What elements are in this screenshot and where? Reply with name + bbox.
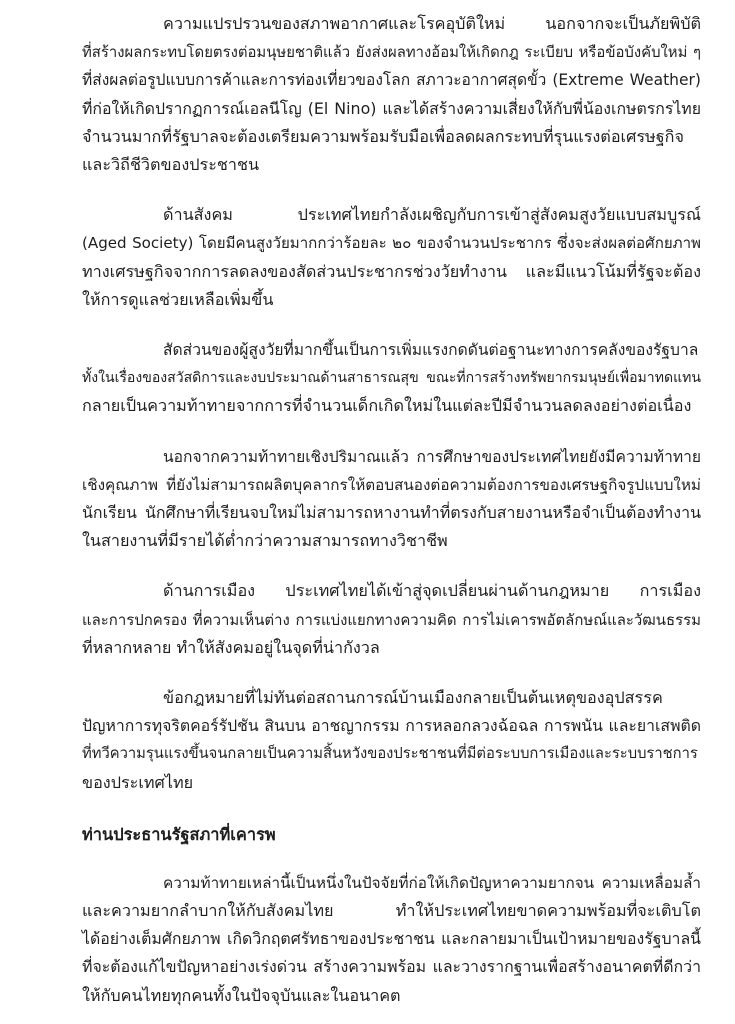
paragraph-line: และการปกครอง ที่ความเห็นต่าง การแบ่งแยกทางความคิด การไม่เคารพอัตลักษณ์และวัฒนธรรม (82, 610, 701, 629)
paragraph-line: นอกจากความท้าทายเชิงปริมาณแล้ว การศึกษาของประเทศไทยยังมีความท้าทาย (163, 447, 701, 466)
paragraph-line: และวิถีชีวิตของประชาชน (82, 155, 260, 175)
paragraph-line: ได้อย่างเต็มศักยภาพ เกิดวิกฤตศรัทธาของประชาชน และกลายมาเป็นเป้าหมายของรัฐบาลนี้ (82, 929, 701, 949)
paragraph-line: สัดส่วนของผู้สูงวัยที่มากขึ้นเป็นการเพิ่มแรงกดดันต่อฐานะทางการคลังของรัฐบาล (163, 341, 699, 360)
paragraph-line: ที่ก่อให้เกิดปรากฏการณ์เอลนีโญ (El Nino) และได้สร้างความเสี่ยงให้กับพี่น้องเกษตรกรไทย (82, 98, 701, 118)
paragraph-line: จำนวนมากที่รัฐบาลจะต้องเตรียมความพร้อมรับมือเพื่อลดผลกระทบที่รุนแรงต่อเศรษฐกิจ (82, 126, 684, 146)
paragraph-line: (Aged Society) โดยมีคนสูงวัยมากกว่าร้อยละ ๒๐ ของจำนวนประชากร ซึ่งจะส่งผลต่อศักยภาพ (82, 234, 701, 253)
paragraph-climate (82, 10, 701, 179)
paragraph-line: ที่จะต้องแก้ไขปัญหาอย่างเร่งด่วน สร้างความพร้อม และวางรากฐานเพื่อสร้างอนาคตที่ดีกว่า (82, 957, 701, 977)
paragraph-line: ปัญหาการทุจริตคอร์รัปชัน สินบน อาชญากรรม การหลอกลวงฉ้อฉล การพนัน และยาเสพติด (82, 716, 701, 736)
paragraph-line: ในสายงานที่มีรายได้ต่ำกว่าความสามารถทางวิชาชีพ (82, 531, 448, 551)
paragraph-line: ให้กับคนไทยทุกคนทั้งในปัจจุบันและในอนาคต (82, 985, 401, 1005)
paragraph-line: ความแปรปรวนของสภาพอากาศและโรคอุบัติใหม่ นอกจากจะเป็นภัยพิบัติ (163, 14, 701, 33)
section-heading: ท่านประธานรัฐสภาที่เคารพ (82, 824, 276, 844)
paragraph-education (82, 443, 701, 556)
paragraph-line: ทั้งในเรื่องของสวัสดิการและงบประมาณด้านสาธารณสุข ขณะที่การสร้างทรัพยากรมนุษย์เพื่อมาทดแทน (82, 370, 701, 387)
paragraph-aged-society (82, 201, 701, 314)
paragraph-line: ข้อกฎหมายที่ไม่ทันต่อสถานการณ์บ้านเมืองกลายเป็นต้นเหตุของอุปสรรค (163, 688, 663, 708)
paragraph-closing (82, 869, 701, 1010)
paragraph-line: ความท้าทายเหล่านี้เป็นหนึ่งในปัจจัยที่ก่อให้เกิดปัญหาความยากจน ความเหลื่อมล้ำ (163, 873, 701, 892)
paragraph-politics (82, 577, 701, 662)
paragraph-law-corruption (82, 684, 701, 797)
paragraph-line: ที่สร้างผลกระทบโดยตรงต่อมนุษยชาติแล้ว ยังส่งผลทางอ้อมให้เกิดกฎ ระเบียบ หรือข้อบังคับใหม่ ๆ (82, 43, 701, 62)
paragraph-line: ทางเศรษฐกิจจากการลดลงของสัดส่วนประชากรช่วงวัยทำงาน และมีแนวโน้มที่รัฐจะต้อง (82, 261, 701, 281)
paragraph-line: ที่ทวีความรุนแรงขึ้นจนกลายเป็นความสิ้นหวังของประชาชนที่มีต่อระบบการเมืองและระบบราชการ (82, 745, 698, 763)
paragraph-line: ด้านการเมือง ประเทศไทยได้เข้าสู่จุดเปลี่ยนผ่านด้านกฎหมาย การเมือง (163, 581, 701, 601)
paragraph-line: ให้การดูแลช่วยเหลือเพิ่มขึ้น (82, 289, 274, 309)
paragraph-line: และความยากลำบากให้กับสังคมไทย ทำให้ประเทศไทยขาดความพร้อมที่จะเติบโต (82, 901, 701, 921)
paragraph-line: นักเรียน นักศึกษาที่เรียนจบใหม่ไม่สามารถหางานทำที่ตรงกับสายงานหรือจำเป็นต้องทำงาน (82, 503, 701, 523)
paragraph-line: เชิงคุณภาพ ที่ยังไม่สามารถผลิตบุคลากรให้ตอบสนองต่อความต้องการของเศรษฐกิจรูปแบบใหม่ (82, 475, 701, 494)
paragraph-line: ของประเทศไทย (82, 772, 194, 792)
paragraph-line: กลายเป็นความท้าทายจากการที่จำนวนเด็กเกิดใหม่ในแต่ละปีมีจำนวนลดลงอย่างต่อเนื่อง (82, 396, 692, 416)
paragraph-elderly-ratio (82, 336, 701, 421)
paragraph-line: ที่ส่งผลต่อรูปแบบการค้าและการท่องเที่ยวของโลก สภาวะอากาศสุดขั้ว (Extreme Weather) (82, 71, 701, 90)
paragraph-line: ที่หลากหลาย ทำให้สังคมอยู่ในจุดที่น่ากังวล (82, 637, 380, 657)
paragraph-line: ด้านสังคม ประเทศไทยกำลังเผชิญกับการเข้าสู่สังคมสูงวัยแบบสมบูรณ์ (163, 205, 701, 225)
